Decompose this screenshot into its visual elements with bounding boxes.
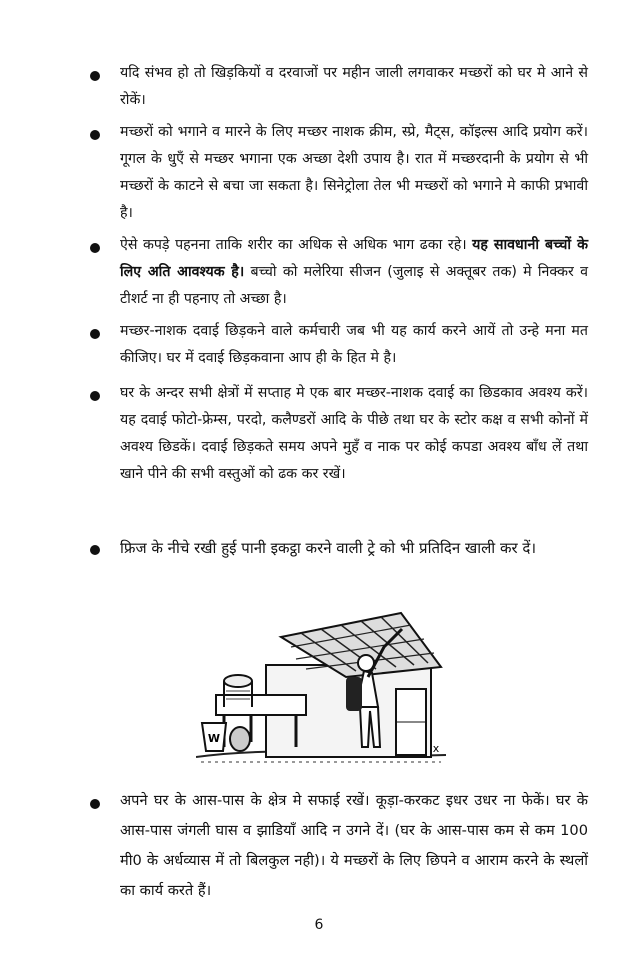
item-4-text: मच्छर-नाशक दवाई छिड़कने वाले कर्मचारी जब भी यह कार्य करने आयें तो उन्हे मना मत कीजिए। घर में दवाई छिड़कवाना आप ही के हित मे है। <box>120 323 588 366</box>
list-item <box>88 533 588 563</box>
item-6-text: फ्रिज के नीचे रखी हुई पानी इकट्ठा करने वाली ट्रे को भी प्रतिदिन खाली कर दें। <box>120 539 537 557</box>
list-item <box>88 119 588 227</box>
person-spraying-house-illustration <box>196 607 446 767</box>
drum-letter: W <box>207 732 221 745</box>
item-2-text: मच्छरों को भगाने व मारने के लिए मच्छर नाशक क्रीम, स्प्रे, मैट्स, कॉइल्स आदि प्रयोग करें। गूगल के धुएँ से मच्छर भगाना एक अच्छा देशी उपाय है। रात में मच्छरदानी के प्रयोग से भी मच्छरों के काटने से बचा जा सकता है। सिनेट्रोला तेल भी मच्छरों को भगाने मे काफी प्रभावी है। <box>120 124 588 221</box>
item-1-text: यदि संभव हो तो खिड़कियों व दरवाजों पर महीन जाली लगवाकर मच्छरों को घर मे आने से रोकें। <box>120 65 588 108</box>
item-3-bold-text: यह सावधानी बच्चों के लिए अति आवश्यक है। <box>120 237 588 280</box>
item-7-text: अपने घर के आस-पास के क्षेत्र मे सफाई रखें। कूड़ा-करकट इधर उधर ना फेकें। घर के आस-पास जंगली घास व झाडियाँ आदि न उगने दें। (घर के आस-पास कम से कम 100 मी0 के अर्धव्यास में तो बिलकुल नही)। ये मच्छरों के लिए छिपने व आराम करने के स्थलों का कार्य करते हैं। <box>120 792 588 899</box>
item-3-text-after: बच्चो को मलेरिया सीजन (जुलाइ से अक्तूबर तक) मे निक्कर व टीशर्ट ना ही पहनाए तो अच्छा है। <box>120 264 588 307</box>
item-3-text-before: ऐसे कपड़े पहनना ताकि शरीर का अधिक से अधिक भाग ढका रहे। <box>120 237 467 253</box>
list-item <box>88 380 588 488</box>
list-item <box>88 318 588 372</box>
list-item <box>88 786 588 906</box>
item-5-text: घर के अन्दर सभी क्षेत्रों में सप्ताह मे एक बार मच्छर-नाशक दवाई का छिडकाव अवश्य करें। यह दवाई फोटो-फ्रेम्स, परदो, कलैण्डरों आदि के पीछे तथा घर के स्टोर कक्ष व सभी कोनों में अवश्य छिडकें। दवाई छिड़कते समय अपने मुहँ व नाक पर कोई कपडा अवश्य बाँध लें तथा खाने पीने की सभी वस्तुओं को ढक कर रखें। <box>120 385 588 482</box>
list-item <box>88 60 588 114</box>
page-number: 6 <box>314 917 324 933</box>
item-3-text <box>120 232 588 313</box>
list-item <box>88 232 588 313</box>
ground-mark: x <box>432 742 440 755</box>
